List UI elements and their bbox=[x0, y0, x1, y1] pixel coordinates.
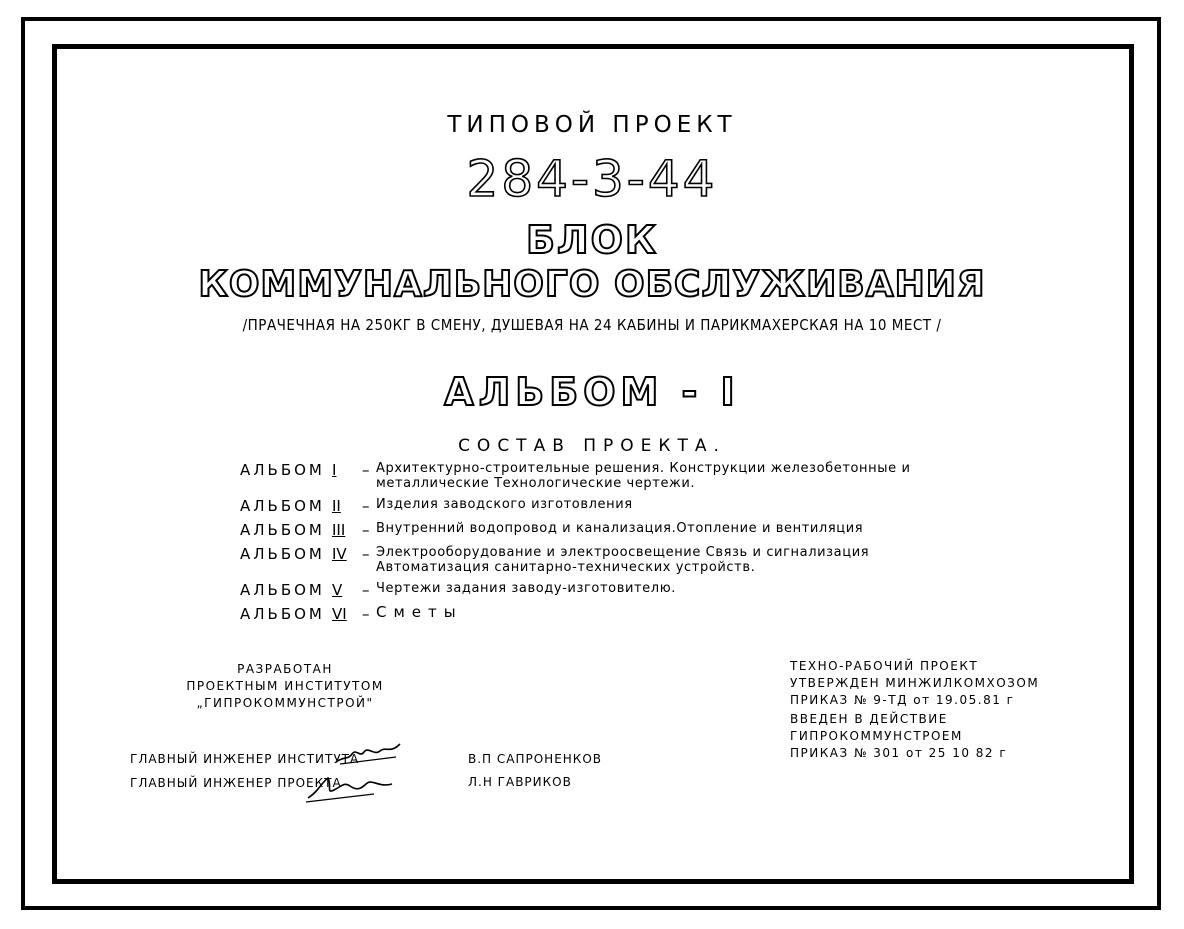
developer-line-3: „ГИПРОКОММУНСТРОЙ" bbox=[196, 696, 374, 710]
album-number: II bbox=[332, 497, 341, 515]
developer-line-2: ПРОЕКТНЫМ ИНСТИТУТОМ bbox=[186, 679, 384, 693]
album-title: АЛЬБОМ - I bbox=[444, 370, 740, 414]
album-key: АЛЬБОМ bbox=[240, 461, 325, 479]
project-number: 284-3-44 bbox=[466, 150, 718, 208]
album-text: Чертежи задания заводу-изготовителю. bbox=[376, 581, 676, 596]
chief-engineer-institute-name: В.П САПРОНЕНКОВ bbox=[468, 752, 603, 766]
album-number: IV bbox=[332, 545, 347, 563]
chief-engineer-project-role: ГЛАВНЫЙ ИНЖЕНЕР ПРОЕКТА bbox=[130, 776, 342, 790]
album-text: Сметы bbox=[376, 603, 463, 621]
signature-1-icon bbox=[334, 742, 404, 768]
album-key: АЛЬБОМ bbox=[240, 545, 325, 563]
developer-line-1: РАЗРАБОТАН bbox=[237, 662, 333, 676]
album-row bbox=[240, 461, 1000, 491]
subtitle: /ПРАЧЕЧНАЯ НА 250КГ В СМЕНУ, ДУШЕВАЯ НА 24 КАБИНЫ И ПАРИКМАХЕРСКАЯ НА 10 МЕСТ / bbox=[242, 316, 942, 334]
project-type: ТИПОВОЙ ПРОЕКТ bbox=[447, 112, 737, 138]
title-line-2: КОММУНАЛЬНОГО ОБСЛУЖИВАНИЯ bbox=[198, 264, 986, 305]
album-dash: – bbox=[362, 497, 370, 515]
album-number: V bbox=[332, 581, 343, 599]
album-text: Электрооборудование и электроосвещение Связь и сигнализация Автоматизация санитарно-технических устройств. bbox=[376, 545, 870, 575]
album-text: Внутренний водопровод и канализация.Отопление и вентиляция bbox=[376, 521, 864, 536]
album-row bbox=[240, 605, 1000, 623]
album-number: III bbox=[332, 521, 346, 539]
album-row bbox=[240, 521, 1000, 539]
album-dash: – bbox=[362, 605, 370, 623]
chief-engineer-institute-role: ГЛАВНЫЙ ИНЖЕНЕР ИНСТИТУТА bbox=[130, 752, 360, 766]
developer-block bbox=[150, 661, 420, 712]
album-dash: – bbox=[362, 581, 370, 599]
album-key: АЛЬБОМ bbox=[240, 605, 325, 623]
approval-line-6: ПРИКАЗ № 301 от 25 10 82 г bbox=[790, 746, 1008, 760]
approval-block bbox=[790, 658, 1050, 762]
album-row bbox=[240, 581, 1000, 599]
album-key: АЛЬБОМ bbox=[240, 581, 325, 599]
approval-line-5: ГИПРОКОММУНСТРОЕМ bbox=[790, 729, 963, 743]
approval-line-4: ВВЕДЕН В ДЕЙСТВИЕ bbox=[790, 712, 948, 726]
approval-line-1: ТЕХНО-РАБОЧИЙ ПРОЕКТ bbox=[790, 659, 979, 673]
album-dash: – bbox=[362, 545, 370, 563]
album-key: АЛЬБОМ bbox=[240, 521, 325, 539]
album-key: АЛЬБОМ bbox=[240, 497, 325, 515]
album-list bbox=[240, 461, 1000, 629]
approval-line-2: УТВЕРЖДЕН МИНЖИЛКОМХОЗОМ bbox=[790, 676, 1040, 690]
album-text: Изделия заводского изготовления bbox=[376, 497, 633, 512]
album-number: VI bbox=[332, 605, 347, 623]
album-number: I bbox=[332, 461, 337, 479]
album-row bbox=[240, 545, 1000, 575]
signature-2-icon bbox=[304, 772, 396, 804]
chief-engineer-project-name: Л.Н ГАВРИКОВ bbox=[468, 775, 572, 789]
album-dash: – bbox=[362, 461, 370, 479]
title-line-1: БЛОК bbox=[526, 218, 658, 262]
composition-heading: СОСТАВ ПРОЕКТА. bbox=[458, 436, 726, 456]
album-dash: – bbox=[362, 521, 370, 539]
album-text: Архитектурно-строительные решения. Конструкции железобетонные и металлические Технологические чертежи. bbox=[376, 461, 911, 491]
approval-line-3: ПРИКАЗ № 9-ТД от 19.05.81 г bbox=[790, 693, 1015, 707]
album-row bbox=[240, 497, 1000, 515]
